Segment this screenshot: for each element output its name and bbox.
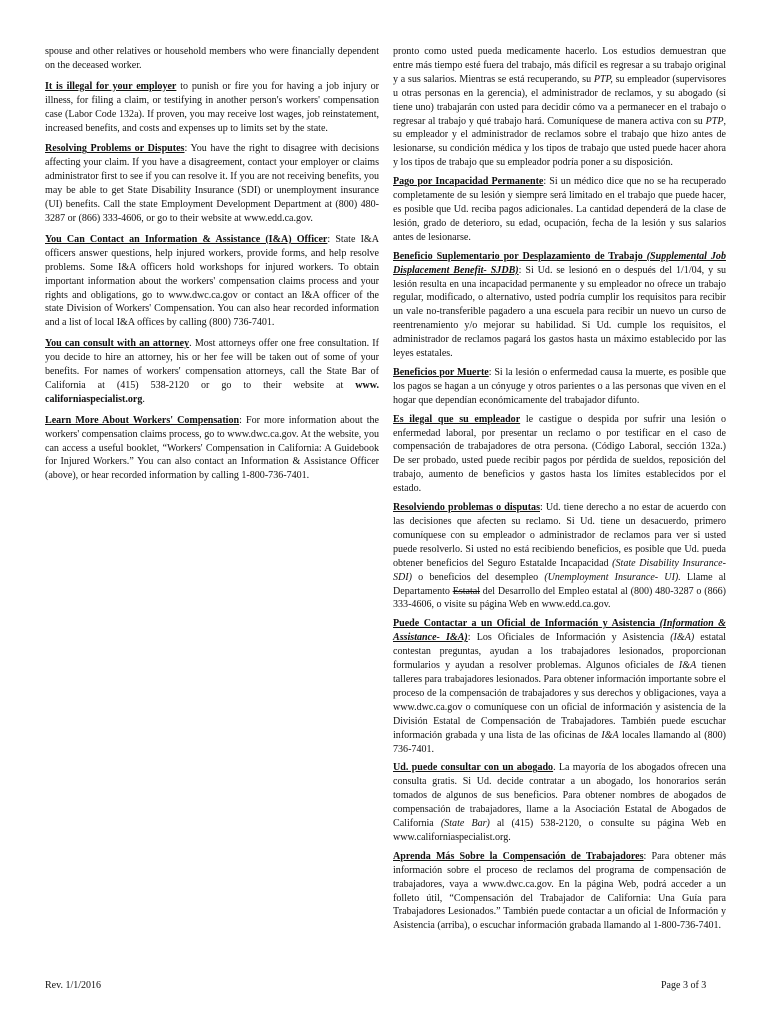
section-heading: Aprenda Más Sobre la Compensación de Trabajadores [393,850,644,862]
left-column [45,45,379,490]
section-heading: Resolving Problems or Disputes [45,143,185,155]
section-death-benefits: Beneficios por Muerte: Si la lesión o enfermedad causa la muerte, es posible que los pagos se hagan a un cónyuge y otros parientes o a las personas que viven en el hogar que dependían económicamente del trabajador difunto. [393,366,726,406]
section-learn-more-es: Aprenda Más Sobre la Compensación de Trabajadores: Para obtener más información sobre el proceso de reclamos del programa de compensación de trabajadores, vaya a www.dwc.ca.gov. En la página Web, podrá acceder a un folleto útil, “Compensación del Trabajador de California: Una Guía para Trabajadores Lesionados.” También puede contactar a un oficial de Información y Asistencia (arriba), o escuchar información grabada llamando al 1-800-736-7401. [393,850,726,932]
paragraph-return-to-work: pronto como usted pueda medicamente hacerlo. Los estudios demuestran que entre más tiempo esté fuera del trabajo, más difícil es regresar a su trabajo original y a sus salarios. Mientras se está recuperando, su PTP, su empleador (supervisores u otras personas en la gerencia), el administrador de reclamos, y su abogado (si tiene uno) trabajarán con usted para decidir cómo va a permanecer en el trabajo o regresar al trabajo y qué trabajo hará. Comuníquese de manera activa con su PTP, su empleador y el administrador de reclamos sobre el trabajo que hizo antes de lesionarse, su condición médica y los tipos de trabajo que usted puede hacer ahora y los tipos de trabajo que su empleador podría poner a su disposición. [393,46,726,169]
section-heading: Beneficios por Muerte [393,366,489,378]
section-heading: Pago por Incapacidad Permanente [393,176,544,188]
page-number: Page 3 of 3 [661,980,707,991]
section-permanent-disability: Pago por Incapacidad Permanente: Si un médico dice que no se ha recuperado completamente de su lesión y siempre será limitado en el trabajo que puede hacer, es posible que Ud. reciba pagos adicionales. La cantidad dependerá de la clase de lesión, grado de deterioro, su edad, ocupación, fecha de la lesión y sus salarios antes de lesionarse. [393,176,727,243]
section-heading: Beneficio Suplementario por Desplazamiento de Trabajo [393,250,647,262]
section-heading: It is illegal for your employer [45,80,177,92]
attorney-website-link[interactable]: www. californiaspecialist.org [45,379,379,405]
section-heading: Es ilegal que su empleador [393,413,521,425]
section-resolving-disputes: Resolving Problems or Disputes: You have the right to disagree with decisions affecting your claim. If you have a disagreement, contact your employer or claims administrator first to see if you can resolve it. If you are not receiving benefits, you may be able to get State Disability Insurance (SDI) or unemployment insurance (UI) benefits. Call the state Employment Development Department at (800) 480-3287 or (866) 333-4606, or go to their website at www.edd.ca.gov. [45,143,379,224]
section-heading: Resolviendo problemas o disputas [393,502,540,514]
paragraph-deceased-worker: spouse and other relatives or household members who were financially dependent on the deceased worker. [45,46,379,71]
section-heading-english: (Information & Assistance- I&A) [393,618,726,644]
section-illegal-employer-es: Es ilegal que su empleador le castigue o despida por sufrir una lesión o enfermedad laboral, por presentar un reclamo o por testificar en el caso de compensación de trabajadores de otra persona. (Código Laboral, sección 132a.) De ser probado, usted puede recibir pagos por pérdida de sueldos, reposición del trabajo, aumento de beneficios y gastos hasta los límites establecidos por el estado. [393,413,726,495]
section-heading: Ud. puede consultar con un abogado [393,762,554,774]
section-heading: Puede Contactar a un Oficial de Información y Asistencia [393,618,660,630]
struck-word: Estatal [452,585,481,597]
section-attorney: You can consult with an attorney. Most attorneys offer one free consultation. If you decide to hire an attorney, his or her fee will be taken out of some of your benefits. For names of workers' compensation attorneys, call the State Bar of California at (415) 538-2120 or go to their website at www. californiaspecialist.org. [45,338,379,405]
section-heading-english: (Supplemental Job Displacement Benefit- SJDB) [393,250,726,276]
section-ia-officer: You Can Contact an Information & Assistance (I&A) Officer: State I&A officers answer questions, help injured workers, provide forms, and help resolve problems. Some I&A officers hold workshops for injured workers. To obtain important information about the workers' compensation claims process and your rights and obligations, go to www.dwc.ca.gov or contact an I&A officer of the state Division of Workers' Compensation. You can also hear recorded information and a list of local I&A offices by calling (800) 736-7401. [45,233,379,329]
section-heading: You can consult with an attorney [45,338,190,350]
section-heading: You Can Contact an Information & Assistance (I&A) Officer [45,233,328,245]
section-attorney-es: Ud. puede consultar con un abogado. La mayoría de los abogados ofrecen una consulta gratis. Si Ud. decide contratar a un abogado, los honorarios serán tomados de algunos de sus beneficios. Para obtener nombres de abogados de compensación de trabajadores, llame a la Asociación Estatal de Abogados de California (State Bar) al (415) 538-2120, o consulte su página Web en www.californiaspecialist.org. [393,762,726,843]
revision-date: Rev. 1/1/2016 [45,980,102,991]
section-illegal-employer: It is illegal for your employer to punish or fire you for having a job injury or illness, for filing a claim, or testifying in another person's workers' compensation case (Labor Code 132a). If proven, you may receive lost wages, job reinstatement, increased benefits, and costs and expenses up to limits set by the state. [45,80,379,134]
section-disputes-es: Resolviendo problemas o disputas: Ud. tiene derecho a no estar de acuerdo con las decisiones que afecten su reclamo. Si Ud. tiene un desacuerdo, primero comuníquese con su empleador o administrador de reclamos para ver si usted puede resolverlo. Si usted no está recibiendo beneficios, es posible que Ud. pueda obtener beneficios del Seguro Estatalde Incapacidad (State Disability Insurance-SDI) o beneficios del desempleo (Unemployment Insurance- UI). Llame al Departamento Estatal del Desarrollo del Empleo estatal al (800) 480-3287 o (866) 333-4606, o visite su página Web en www.edd.ca.gov. [393,502,727,611]
section-heading: Learn More About Workers' Compensation [45,414,240,426]
right-column [393,45,726,938]
section-ia-officer-es: Puede Contactar a un Oficial de Información y Asistencia (Information & Assistance- I&A): Los Oficiales de Información y Asistencia (I&A) estatal contestan preguntas, ayudan a los trabajadores lesionados, proporcionan formularios y ayudan a resolver problemas. Algunos oficiales de I&A tienen talleres para trabajadores lesionados. Para obtener información importante sobre el proceso de la compensación de trabajadores y sus derechos y obligaciones, vaya a www.dwc.ca.gov o comuníquese con un oficial de información y asistencia de la División Estatal de Compensación de Trabajadores. También puede escuchar información grabada y una lista de las oficinas de I&A locales llamando al (800) 736-7401. [393,618,727,755]
section-sjdb: Beneficio Suplementario por Desplazamiento de Trabajo (Supplemental Job Displacement Benefit- SJDB): Si Ud. se lesionó en o después del 1/1/04, y su lesión resulta en una incapacidad permanente y su empleador no ofrece un trabajo regular, modificado, o alternativo, usted podría cumplir los requisitos para recibir un vale no-transferible pagadero a una escuela para recibir un nuevo un curso de reentrenamiento y/o mejorar su habilidad. Si Ud. cumple los requisitos, el administrador de reclamos pagará los gastos hasta un máximo establecido por las leyes estatales. [393,250,726,360]
section-learn-more: Learn More About Workers' Compensation: For more information about the workers' compensation claims process, go to www.dwc.ca.gov. At the website, you can access a useful booklet, “Workers' Compensation in California: A Guidebook for Injured Workers.” You can also contact an Information & Assistance Officer (above), or hear recorded information by calling 1-800-736-7401. [45,414,380,482]
